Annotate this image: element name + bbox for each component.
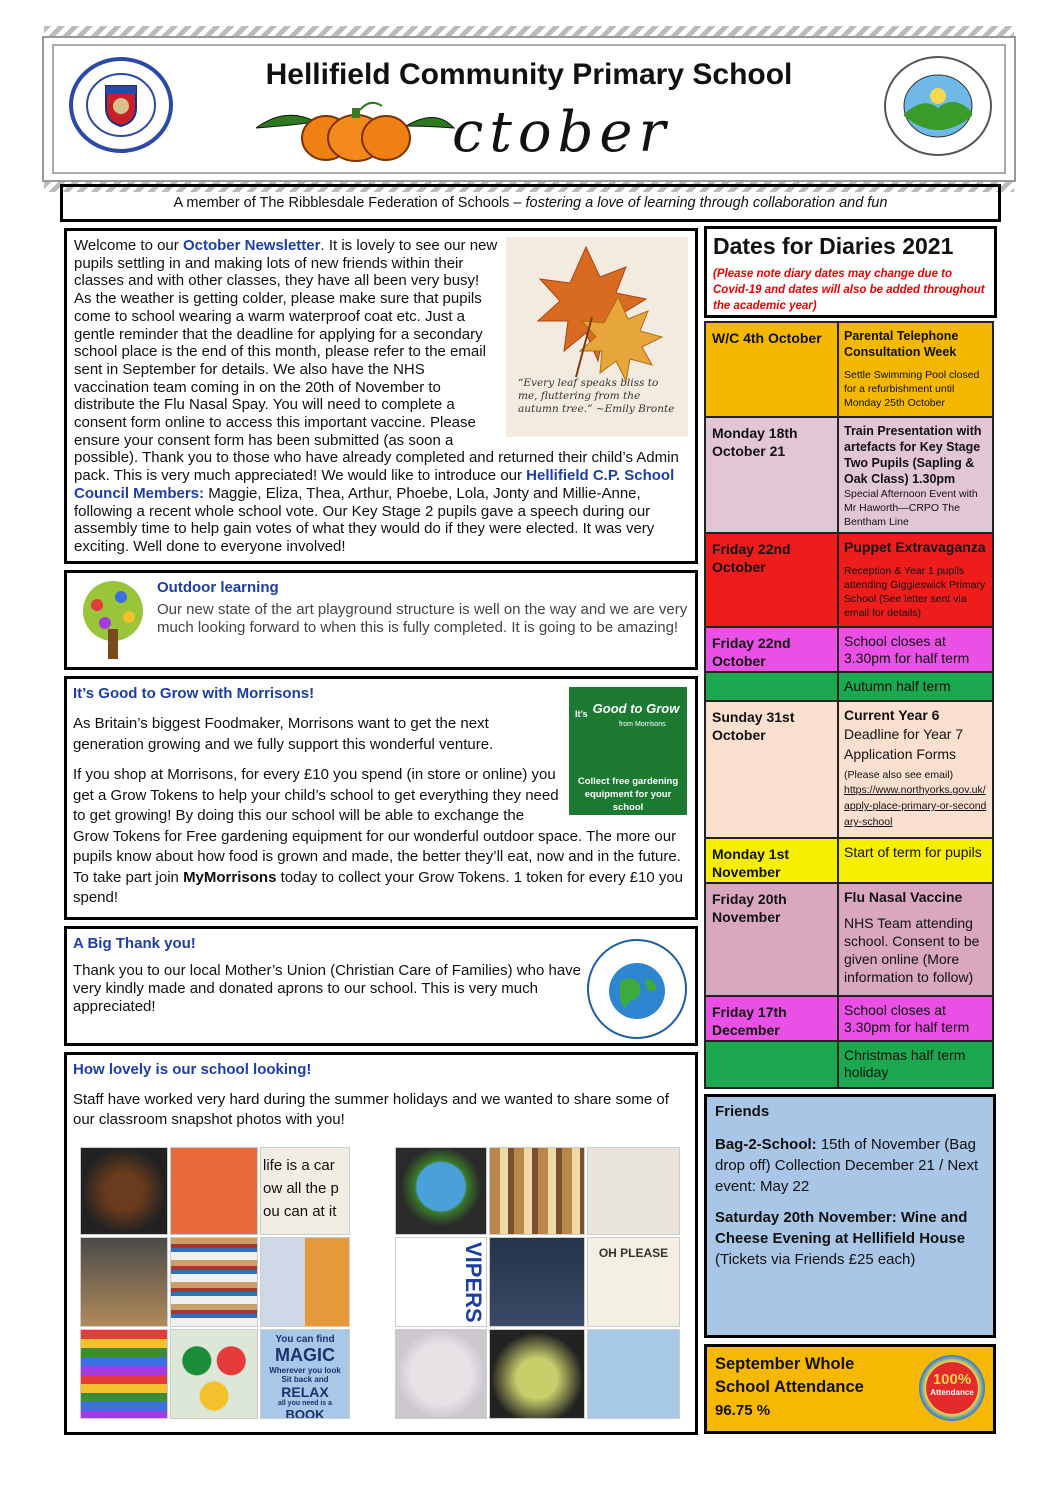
photo-text-book: BOOK [285,1407,325,1419]
outdoor-text: Our new state of the art playground structure is well on the way and we are very much looking forward to when this is fully completed. It is going to be amazing! [157,601,688,636]
photo-collage-right [395,1147,680,1419]
date-cell [706,1042,839,1087]
classroom-photo-magic-poster-2 [587,1329,680,1419]
wine-evening-label: Saturday 20th November: Wine and Cheese Evening at Hellifield House [715,1209,968,1247]
photo-text-relax: RELAX [281,1384,329,1400]
photo-text-life: life is a car [263,1157,335,1174]
event-detail: NHS Team attending school. Consent to be given online (More information to follow) [844,915,980,985]
school-looking-title: How lovely is our school looking! [73,1061,312,1078]
date-row [704,1040,994,1089]
photo-text-vipers: VIPERS [461,1241,486,1323]
mymorrisons-label: MyMorrisons [183,868,277,886]
classroom-photo-crayons [80,1329,168,1419]
classroom-photo-circles [170,1329,258,1419]
date-row [704,671,994,702]
classroom-photo-magic-poster [260,1329,350,1419]
wine-evening-text: (Tickets via Friends £25 each) [715,1251,916,1268]
dates-note: (Please note diary dates may change due to Covid-19 and dates will also be added throughout the academic year) [713,268,985,312]
date-row [704,700,994,839]
classroom-photo-vipers [395,1237,487,1327]
autumn-leaves-image [506,237,688,437]
event-title: School closes at 3.30pm for half term [844,633,970,666]
attendance-value: 96.75 % [715,1402,771,1419]
bag-2-school-text: 15th of November (Bag drop off) Collection December 21 / Next event: May 22 [715,1136,979,1195]
event-title: Train Presentation with artefacts for Key Stage Two Pupils (Sapling & Oak Class) 1.30pm [844,424,982,486]
school-crest-logo [68,56,174,154]
thank-you-title: A Big Thank you! [73,935,196,952]
classroom-photo-wall [260,1237,350,1327]
pumpkin-icon [256,98,456,162]
right-logo-text [882,54,883,55]
zigzag-border-top [44,26,1014,36]
attendance-section [704,1344,996,1434]
dates-header [704,226,997,318]
month-word: ctober [452,100,672,165]
welcome-text-3: Maggie, Eliza, Thea, Arthur, Phoebe, Lola, Jonty and Millie-Anne, following a recent whole school vote. Our Key Stage 2 pupils gave a speech during our assembly time to help gain votes of what they would do if they were elected. It was very exciting. Well done to everyone involved! [74,484,655,555]
classroom-photo-mannequins [80,1237,168,1327]
photo-text-you-can-find: You can find [275,1334,335,1345]
thank-you-text: Thank you to our local Mother’s Union (Christian Care of Families) who have very kindly made and donated aprons to our school. This is very much appreciated! [73,962,582,1015]
classroom-photo-poster [170,1147,258,1235]
date-row [704,995,994,1042]
classroom-photo-bookshelf [170,1237,258,1327]
morrisons-text-3: today to collect your Grow Tokens. 1 token for every £10 you spend! [73,868,684,906]
tagline-italic: fostering a love of learning through collaboration and fun [525,195,888,211]
school-name: Hellifield Community Primary School [265,58,793,91]
badge-its: It’s [575,709,588,719]
date-cell: Friday 22nd October [706,534,839,626]
header-frame [42,36,1016,182]
welcome-text-2: . It is lovely to see our new pupils settling in and making lots of new friends within their classes and with other classes, they have all been very busy! As the weather is getting colder, please make sure that pupils come to school wearing a warm waterproof coat etc. Just a gentle reminder that the deadline for applying for a secondary school place is the end of this month, please refer to the email sent in September for details. We also have the NHS vaccination team coming in on the 20th of November to distribute the Flu Nasal Spay. You will need to complete a consent form online to access this important vaccine. Please ensure your consent form has been submitted (as soon a possible). Thank you to those who have already completed and returned their child’s Admin pack. This is very much appreciated! We would like to introduce our [74,237,679,485]
attendance-title: September Whole School Attendance [715,1355,864,1396]
dates-title: Dates for Diaries 2021 [713,233,954,259]
friends-section [704,1094,996,1338]
badge-collect-text: Collect free gardening equipment for your school [577,776,679,813]
date-cell: Monday 18th October 21 [706,418,839,532]
classroom-photo-please-poster [587,1237,680,1327]
date-row [704,626,994,673]
badge-100: 100% [932,1371,972,1388]
classroom-photo-plant [489,1329,585,1419]
photo-text-sit-back: Sit back and [281,1375,329,1384]
event-title: Start of term for pupils [844,844,982,860]
classroom-photo-globe [395,1147,487,1235]
good-to-grow-badge [569,687,687,815]
school-council-label: Hellifield C.P. School Council Members: [74,467,675,502]
event-subtitle: Deadline for Year 7 Application Forms [844,726,964,762]
date-cell: Friday 20th November [706,884,839,995]
learning-tree-icon [75,579,151,663]
date-cell: Monday 1st November [706,839,839,882]
date-cell: W/C 4th October [706,323,839,416]
school-looking-text: Staff have worked very hard during the summer holidays and we wanted to share some of our classroom snapshot photos with you! [73,1091,669,1128]
morrisons-text-2: If you shop at Morrisons, for every £10 you spend (in store or online) you get a Grow Tokens to help your child’s school to get everything they need to get growing! By doing this our school will be able to exchange the Grow Tokens for Free gardening equipment for our wonderful outdoor space. The more our pupils know about how food is grown and made, the better they’ll eat, now and in the future. To take part join [73,766,681,886]
tagline-plain: A member of The Ribblesdale Federation of Schools – [173,195,526,211]
date-row [704,321,994,418]
date-row [704,882,994,997]
date-cell: Friday 22nd October [706,628,839,671]
october-newsletter-label: October Newsletter [182,237,321,254]
bag-2-school-label: Bag-2-School: [715,1136,817,1153]
badge-from-morrisons: from Morrisons [619,721,666,728]
friends-title: Friends [715,1103,770,1120]
federation-logo [882,54,994,158]
event-title: Flu Nasal Vaccine [844,889,963,905]
photo-text-can: ou can at it [263,1203,337,1220]
event-title: Puppet Extravaganza [844,539,986,555]
badge-attendance: Attendance [930,1388,974,1397]
date-row [704,416,994,534]
event-detail: Reception & Year 1 pupils attending Giggleswick Primary School (See letter sent via email for details) [844,565,986,619]
date-cell [706,673,839,700]
photo-text-oh-please: OH PLEASE [598,1246,669,1260]
morrisons-section [64,676,698,920]
event-title: Parental Telephone Consultation Week [844,329,959,359]
attendance-badge-icon [919,1355,985,1421]
morrisons-title: It’s Good to Grow with Morrisons! [73,685,315,702]
classroom-photo-display [587,1147,680,1235]
badge-good-to-grow: Good to Grow [592,701,680,716]
welcome-text-1: Welcome to our [74,237,183,254]
mothers-union-logo [585,937,689,1041]
photo-text-magic: MAGIC [275,1345,335,1365]
photo-text-wherever: Wherever you look [269,1366,341,1375]
classroom-photo-pencils [80,1147,168,1235]
morrisons-text-1: As Britain’s biggest Foodmaker, Morrisons want to get the next generation growing and we fully support this wonderful venture. [73,715,494,753]
photo-text-all: ow all the p [263,1180,339,1197]
event-title: Current Year 6 [844,707,940,723]
tagline [60,184,1001,222]
event-detail: Special Afternoon Event with Mr Haworth—CRPO The Bentham Line [844,488,978,528]
event-detail: Settle Swimming Pool closed for a refurbishment until Monday 25th October [844,369,980,409]
photo-collage-left [80,1147,350,1419]
classroom-photo-library [489,1147,585,1235]
date-cell: Friday 17th December [706,997,839,1040]
mothers-union-text [585,937,586,938]
classroom-photo-sign [260,1147,350,1235]
thank-you-section [64,926,698,1046]
classroom-photo-figure [489,1237,585,1327]
event-title: Autumn half term [844,678,951,694]
date-cell: Sunday 31st October [706,702,839,837]
date-row [704,837,994,884]
date-row [704,532,994,628]
photo-text-all-you-need: all you need is a [277,1400,333,1407]
left-logo-text [68,56,69,57]
event-title: Christmas half term holiday [844,1047,966,1080]
leaf-quote: “Every leaf speaks bliss to me, fluttering from the autumn tree.” ~Emily Bronte [518,377,675,415]
event-title: School closes at 3.30pm for half term [844,1002,970,1035]
outdoor-learning-section [64,570,698,670]
application-link[interactable]: https://www.northyorks.gov.uk/apply-place-primary-or-secondary-school [844,784,987,828]
outdoor-title: Outdoor learning [157,579,279,596]
welcome-section [64,228,698,564]
classroom-photo-owl [395,1329,487,1419]
event-detail: (Please also see email) [844,769,954,781]
